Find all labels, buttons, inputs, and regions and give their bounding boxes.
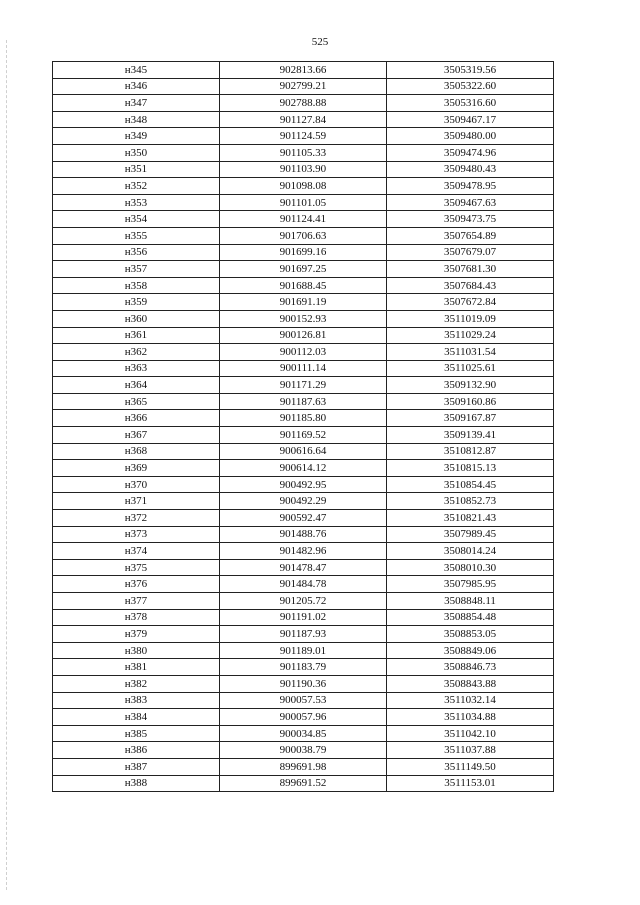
- table-row: [53, 261, 554, 278]
- y-coordinate-cell: 3509167.87: [387, 410, 554, 427]
- x-coordinate-cell: 901691.19: [220, 294, 387, 311]
- x-coordinate-cell: 901187.93: [220, 626, 387, 643]
- table-row: [53, 576, 554, 593]
- point-id-cell: н345: [53, 62, 220, 79]
- x-coordinate-cell: 901488.76: [220, 526, 387, 543]
- x-coordinate-cell: 901183.79: [220, 659, 387, 676]
- x-coordinate-cell: 900152.93: [220, 310, 387, 327]
- y-coordinate-cell: 3505319.56: [387, 62, 554, 79]
- x-coordinate-cell: 901185.80: [220, 410, 387, 427]
- x-coordinate-cell: 902813.66: [220, 62, 387, 79]
- x-coordinate-cell: 901190.36: [220, 675, 387, 692]
- x-coordinate-cell: 900492.29: [220, 493, 387, 510]
- x-coordinate-cell: 900112.03: [220, 344, 387, 361]
- point-id-cell: н365: [53, 393, 220, 410]
- x-coordinate-cell: 901098.08: [220, 178, 387, 195]
- x-coordinate-cell: 901127.84: [220, 111, 387, 128]
- y-coordinate-cell: 3511149.50: [387, 758, 554, 775]
- y-coordinate-cell: 3509473.75: [387, 211, 554, 228]
- y-coordinate-cell: 3508014.24: [387, 543, 554, 560]
- x-coordinate-cell: 901484.78: [220, 576, 387, 593]
- x-coordinate-cell: 900038.79: [220, 742, 387, 759]
- y-coordinate-cell: 3510812.87: [387, 443, 554, 460]
- table-row: [53, 675, 554, 692]
- table-row: [53, 377, 554, 394]
- table-row: [53, 775, 554, 792]
- y-coordinate-cell: 3511019.09: [387, 310, 554, 327]
- point-id-cell: н364: [53, 377, 220, 394]
- point-id-cell: н377: [53, 593, 220, 610]
- y-coordinate-cell: 3508854.48: [387, 609, 554, 626]
- y-coordinate-cell: 3507654.89: [387, 227, 554, 244]
- point-id-cell: н346: [53, 78, 220, 95]
- table-row: [53, 128, 554, 145]
- point-id-cell: н356: [53, 244, 220, 261]
- x-coordinate-cell: 901205.72: [220, 593, 387, 610]
- point-id-cell: н379: [53, 626, 220, 643]
- y-coordinate-cell: 3511032.14: [387, 692, 554, 709]
- point-id-cell: н387: [53, 758, 220, 775]
- x-coordinate-cell: 902788.88: [220, 95, 387, 112]
- x-coordinate-cell: 902799.21: [220, 78, 387, 95]
- table-row: [53, 526, 554, 543]
- point-id-cell: н369: [53, 460, 220, 477]
- x-coordinate-cell: 900057.53: [220, 692, 387, 709]
- x-coordinate-cell: 901688.45: [220, 277, 387, 294]
- y-coordinate-cell: 3511029.24: [387, 327, 554, 344]
- y-coordinate-cell: 3508843.88: [387, 675, 554, 692]
- table-row: [53, 410, 554, 427]
- point-id-cell: н371: [53, 493, 220, 510]
- table-row: [53, 194, 554, 211]
- point-id-cell: н361: [53, 327, 220, 344]
- y-coordinate-cell: 3507985.95: [387, 576, 554, 593]
- point-id-cell: н368: [53, 443, 220, 460]
- x-coordinate-cell: 901482.96: [220, 543, 387, 560]
- y-coordinate-cell: 3509480.00: [387, 128, 554, 145]
- x-coordinate-cell: 901105.33: [220, 144, 387, 161]
- y-coordinate-cell: 3508853.05: [387, 626, 554, 643]
- table-row: [53, 692, 554, 709]
- y-coordinate-cell: 3507989.45: [387, 526, 554, 543]
- table-row: [53, 244, 554, 261]
- point-id-cell: н363: [53, 360, 220, 377]
- y-coordinate-cell: 3509160.86: [387, 393, 554, 410]
- y-coordinate-cell: 3511031.54: [387, 344, 554, 361]
- y-coordinate-cell: 3510821.43: [387, 510, 554, 527]
- table-row: [53, 593, 554, 610]
- point-id-cell: н372: [53, 510, 220, 527]
- point-id-cell: н386: [53, 742, 220, 759]
- point-id-cell: н374: [53, 543, 220, 560]
- y-coordinate-cell: 3505316.60: [387, 95, 554, 112]
- table-row: [53, 510, 554, 527]
- y-coordinate-cell: 3511037.88: [387, 742, 554, 759]
- table-row: [53, 659, 554, 676]
- point-id-cell: н382: [53, 675, 220, 692]
- point-id-cell: н362: [53, 344, 220, 361]
- y-coordinate-cell: 3510852.73: [387, 493, 554, 510]
- table-row: [53, 211, 554, 228]
- point-id-cell: н375: [53, 559, 220, 576]
- x-coordinate-cell: 899691.52: [220, 775, 387, 792]
- y-coordinate-cell: 3509478.95: [387, 178, 554, 195]
- table-row: [53, 310, 554, 327]
- table-row: [53, 476, 554, 493]
- x-coordinate-cell: 901103.90: [220, 161, 387, 178]
- x-coordinate-cell: 901189.01: [220, 642, 387, 659]
- table-row: [53, 493, 554, 510]
- x-coordinate-cell: 901124.41: [220, 211, 387, 228]
- point-id-cell: н347: [53, 95, 220, 112]
- y-coordinate-cell: 3511034.88: [387, 709, 554, 726]
- table-row: [53, 227, 554, 244]
- table-row: [53, 344, 554, 361]
- point-id-cell: н376: [53, 576, 220, 593]
- point-id-cell: н388: [53, 775, 220, 792]
- y-coordinate-cell: 3508846.73: [387, 659, 554, 676]
- point-id-cell: н360: [53, 310, 220, 327]
- point-id-cell: н350: [53, 144, 220, 161]
- table-row: [53, 460, 554, 477]
- table-row: [53, 62, 554, 79]
- page-number: 525: [311, 36, 329, 48]
- point-id-cell: н385: [53, 725, 220, 742]
- table-row: [53, 443, 554, 460]
- y-coordinate-cell: 3509480.43: [387, 161, 554, 178]
- table-row: [53, 327, 554, 344]
- point-id-cell: н353: [53, 194, 220, 211]
- y-coordinate-cell: 3510815.13: [387, 460, 554, 477]
- point-id-cell: н349: [53, 128, 220, 145]
- table-row: [53, 277, 554, 294]
- table-row: [53, 161, 554, 178]
- table-row: [53, 95, 554, 112]
- x-coordinate-cell: 900616.64: [220, 443, 387, 460]
- y-coordinate-cell: 3507679.07: [387, 244, 554, 261]
- y-coordinate-cell: 3509139.41: [387, 427, 554, 444]
- y-coordinate-cell: 3508849.06: [387, 642, 554, 659]
- table-row: [53, 294, 554, 311]
- point-id-cell: н383: [53, 692, 220, 709]
- table-row: [53, 758, 554, 775]
- y-coordinate-cell: 3511042.10: [387, 725, 554, 742]
- point-id-cell: н378: [53, 609, 220, 626]
- x-coordinate-cell: 901478.47: [220, 559, 387, 576]
- x-coordinate-cell: 901191.02: [220, 609, 387, 626]
- point-id-cell: н384: [53, 709, 220, 726]
- y-coordinate-cell: 3507681.30: [387, 261, 554, 278]
- point-id-cell: н381: [53, 659, 220, 676]
- y-coordinate-cell: 3511025.61: [387, 360, 554, 377]
- x-coordinate-cell: 901697.25: [220, 261, 387, 278]
- x-coordinate-cell: 901169.52: [220, 427, 387, 444]
- table-row: [53, 609, 554, 626]
- table-row: [53, 111, 554, 128]
- y-coordinate-cell: 3507672.84: [387, 294, 554, 311]
- point-id-cell: н352: [53, 178, 220, 195]
- point-id-cell: н366: [53, 410, 220, 427]
- y-coordinate-cell: 3509467.63: [387, 194, 554, 211]
- x-coordinate-cell: 901124.59: [220, 128, 387, 145]
- coordinates-table-body: [53, 62, 554, 792]
- x-coordinate-cell: 901187.63: [220, 393, 387, 410]
- table-row: [53, 642, 554, 659]
- y-coordinate-cell: 3508848.11: [387, 593, 554, 610]
- point-id-cell: н373: [53, 526, 220, 543]
- table-row: [53, 178, 554, 195]
- table-row: [53, 725, 554, 742]
- y-coordinate-cell: 3511153.01: [387, 775, 554, 792]
- point-id-cell: н367: [53, 427, 220, 444]
- y-coordinate-cell: 3510854.45: [387, 476, 554, 493]
- table-row: [53, 626, 554, 643]
- point-id-cell: н370: [53, 476, 220, 493]
- x-coordinate-cell: 900592.47: [220, 510, 387, 527]
- table-row: [53, 144, 554, 161]
- point-id-cell: н354: [53, 211, 220, 228]
- point-id-cell: н358: [53, 277, 220, 294]
- table-row: [53, 742, 554, 759]
- table-row: [53, 427, 554, 444]
- y-coordinate-cell: 3505322.60: [387, 78, 554, 95]
- table-row: [53, 360, 554, 377]
- point-id-cell: н380: [53, 642, 220, 659]
- coordinates-table: [52, 61, 554, 792]
- y-coordinate-cell: 3508010.30: [387, 559, 554, 576]
- point-id-cell: н348: [53, 111, 220, 128]
- x-coordinate-cell: 901171.29: [220, 377, 387, 394]
- x-coordinate-cell: 901699.16: [220, 244, 387, 261]
- point-id-cell: н351: [53, 161, 220, 178]
- x-coordinate-cell: 900111.14: [220, 360, 387, 377]
- x-coordinate-cell: 899691.98: [220, 758, 387, 775]
- y-coordinate-cell: 3507684.43: [387, 277, 554, 294]
- x-coordinate-cell: 900034.85: [220, 725, 387, 742]
- point-id-cell: н359: [53, 294, 220, 311]
- x-coordinate-cell: 900492.95: [220, 476, 387, 493]
- x-coordinate-cell: 900126.81: [220, 327, 387, 344]
- table-row: [53, 543, 554, 560]
- y-coordinate-cell: 3509474.96: [387, 144, 554, 161]
- x-coordinate-cell: 901101.05: [220, 194, 387, 211]
- table-row: [53, 393, 554, 410]
- y-coordinate-cell: 3509132.90: [387, 377, 554, 394]
- table-row: [53, 559, 554, 576]
- x-coordinate-cell: 900057.96: [220, 709, 387, 726]
- table-row: [53, 709, 554, 726]
- point-id-cell: н355: [53, 227, 220, 244]
- point-id-cell: н357: [53, 261, 220, 278]
- x-coordinate-cell: 900614.12: [220, 460, 387, 477]
- y-coordinate-cell: 3509467.17: [387, 111, 554, 128]
- x-coordinate-cell: 901706.63: [220, 227, 387, 244]
- table-row: [53, 78, 554, 95]
- scan-margin-line: [6, 40, 7, 890]
